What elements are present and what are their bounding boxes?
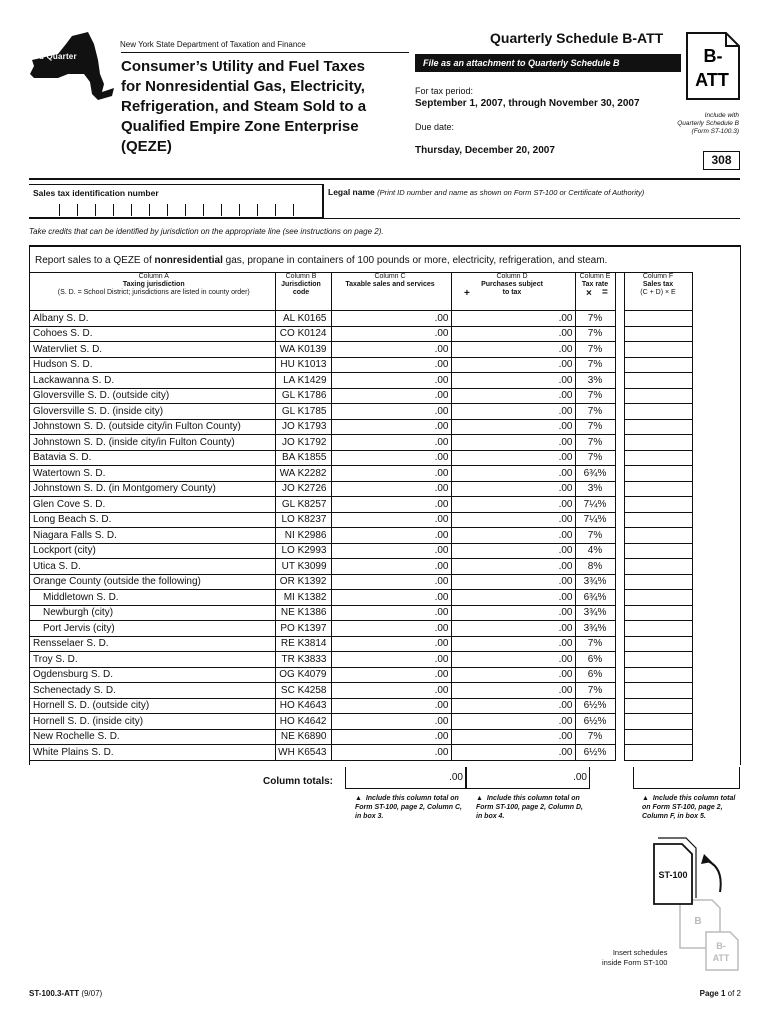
sales-tax-input[interactable] — [624, 667, 692, 683]
tax-rate: 6% — [575, 667, 615, 683]
jurisdiction-code: WA K2282 — [275, 466, 331, 482]
sales-tax-input[interactable] — [624, 729, 692, 745]
table-row — [29, 497, 692, 513]
table-row — [29, 714, 692, 730]
sales-tax-input[interactable] — [624, 512, 692, 528]
taxable-sales-input[interactable]: .00 — [331, 466, 451, 482]
jurisdiction-name: Schenectady S. D. — [29, 683, 275, 699]
taxable-sales-input[interactable]: .00 — [331, 481, 451, 497]
jurisdiction-name: Troy S. D. — [29, 652, 275, 668]
column-gap — [615, 497, 624, 513]
taxable-sales-input[interactable]: .00 — [331, 621, 451, 637]
sales-tax-input[interactable] — [624, 435, 692, 451]
taxable-sales-input[interactable]: .00 — [331, 404, 451, 420]
jurisdiction-name: Watertown S. D. — [29, 466, 275, 482]
column-gap — [615, 621, 624, 637]
column-gap — [615, 326, 624, 342]
tax-rate: 7% — [575, 311, 615, 327]
purchases-input[interactable]: .00 — [451, 512, 575, 528]
jurisdiction-code: SC K4258 — [275, 683, 331, 699]
report-instruction: Report sales to a QEZE of nonresidential gas, propane in containers of 100 pounds or more, electricity, refrigeration, and steam. — [35, 255, 608, 266]
jurisdiction-code: HO K4642 — [275, 714, 331, 730]
jurisdiction-table — [29, 272, 693, 761]
purchases-input[interactable]: .00 — [451, 590, 575, 606]
purchases-input[interactable]: .00 — [451, 466, 575, 482]
jurisdiction-name: Utica S. D. — [29, 559, 275, 575]
sales-tax-input[interactable] — [624, 574, 692, 590]
sales-tax-input[interactable] — [624, 605, 692, 621]
tax-rate: 7¼% — [575, 512, 615, 528]
column-gap — [615, 373, 624, 389]
tax-rate: 7% — [575, 636, 615, 652]
legal-name-hint: (Print ID number and name as shown on Form ST-100 or Certificate of Authority) — [377, 188, 645, 197]
file-as-banner: File as an attachment to Quarterly Schedule B — [415, 54, 681, 72]
table-row — [29, 404, 692, 420]
sales-tax-input[interactable] — [624, 528, 692, 544]
jurisdiction-name: Cohoes S. D. — [29, 326, 275, 342]
purchases-input[interactable]: .00 — [451, 729, 575, 745]
jurisdiction-code: GL K8257 — [275, 497, 331, 513]
sales-tax-input[interactable] — [624, 388, 692, 404]
sales-tax-input[interactable] — [624, 559, 692, 575]
tax-rate: 7% — [575, 528, 615, 544]
column-gap — [615, 667, 624, 683]
sales-tax-input[interactable] — [624, 636, 692, 652]
purchases-input[interactable]: .00 — [451, 683, 575, 699]
table-row — [29, 574, 692, 590]
taxable-sales-input[interactable]: .00 — [331, 745, 451, 761]
tax-rate: 3¾% — [575, 605, 615, 621]
id-bottom-rule — [29, 218, 740, 219]
tax-rate: 6¾% — [575, 466, 615, 482]
table-row — [29, 590, 692, 606]
due-date: Thursday, December 20, 2007 — [415, 145, 555, 156]
jurisdiction-name: Middletown S. D. — [29, 590, 275, 606]
column-gap — [615, 528, 624, 544]
table-right-border — [740, 245, 741, 765]
table-row — [29, 698, 692, 714]
purchases-input[interactable]: .00 — [451, 745, 575, 761]
sales-tax-input[interactable] — [624, 590, 692, 606]
tax-rate: 6½% — [575, 745, 615, 761]
taxable-sales-input[interactable]: .00 — [331, 667, 451, 683]
taxable-sales-input[interactable]: .00 — [331, 605, 451, 621]
table-row — [29, 636, 692, 652]
table-row — [29, 543, 692, 559]
jurisdiction-name: Hornell S. D. (outside city) — [29, 698, 275, 714]
table-row — [29, 621, 692, 637]
column-gap — [615, 450, 624, 466]
column-d-header: Column D Purchases subject to tax — [451, 273, 575, 311]
schedule-title: Quarterly Schedule B-ATT — [490, 30, 664, 46]
times-operator: × — [586, 288, 592, 299]
table-row — [29, 342, 692, 358]
equals-operator: = — [602, 287, 608, 298]
section-rule — [29, 245, 740, 247]
column-gap — [615, 419, 624, 435]
purchases-input[interactable]: .00 — [451, 311, 575, 327]
column-gap — [615, 636, 624, 652]
taxable-sales-input[interactable]: .00 — [331, 497, 451, 513]
jurisdiction-code: OG K4079 — [275, 667, 331, 683]
table-row — [29, 667, 692, 683]
tax-rate: 7% — [575, 388, 615, 404]
purchases-input[interactable]: .00 — [451, 404, 575, 420]
column-gap — [615, 574, 624, 590]
b-att-document-icon — [686, 32, 740, 100]
purchases-input[interactable]: .00 — [451, 574, 575, 590]
table-row — [29, 512, 692, 528]
jurisdiction-code: GL K1786 — [275, 388, 331, 404]
jurisdiction-name: Hornell S. D. (inside city) — [29, 714, 275, 730]
legal-name-field[interactable] — [323, 184, 740, 218]
purchases-input[interactable]: .00 — [451, 714, 575, 730]
column-e-header: Column E Tax rate — [575, 273, 615, 311]
taxable-sales-input[interactable]: .00 — [331, 435, 451, 451]
b-att-doc-line2: ATT — [712, 953, 730, 963]
sales-tax-input[interactable] — [624, 404, 692, 420]
column-gap — [615, 714, 624, 730]
tax-rate: 7% — [575, 450, 615, 466]
plus-operator: + — [464, 288, 470, 299]
column-gap — [615, 481, 624, 497]
jurisdiction-name: Gloversville S. D. (inside city) — [29, 404, 275, 420]
tax-rate: 4% — [575, 543, 615, 559]
jurisdiction-code: RE K3814 — [275, 636, 331, 652]
taxable-sales-input[interactable]: .00 — [331, 311, 451, 327]
purchases-input[interactable]: .00 — [451, 373, 575, 389]
form-title: Consumer’s Utility and Fuel Taxes for Nonresidential Gas, Electricity, Refrigeration, and Steam Sold to a Qualified Empire Zone Enterprise (QEZE) — [121, 58, 367, 155]
sales-tax-input[interactable] — [624, 466, 692, 482]
column-gap — [615, 543, 624, 559]
jurisdiction-name: Johnstown S. D. (in Montgomery County) — [29, 481, 275, 497]
taxable-sales-input[interactable]: .00 — [331, 388, 451, 404]
jurisdiction-code: HO K4643 — [275, 698, 331, 714]
table-row — [29, 466, 692, 482]
tax-rate: 7% — [575, 435, 615, 451]
jurisdiction-code: CO K0124 — [275, 326, 331, 342]
sales-tax-input[interactable] — [624, 311, 692, 327]
jurisdiction-code: MI K1382 — [275, 590, 331, 606]
purchases-input[interactable]: .00 — [451, 559, 575, 575]
taxable-sales-input[interactable]: .00 — [331, 683, 451, 699]
column-gap — [615, 745, 624, 761]
column-a-header: Column A Taxing jurisdiction (S. D. = School District; jurisdictions are listed in county order) — [29, 273, 275, 311]
new-york-state-silhouette-icon — [28, 30, 114, 104]
purchases-input[interactable]: .00 — [451, 528, 575, 544]
table-row — [29, 481, 692, 497]
column-d-total-note: ▲ Include this column total on Form ST-100, page 2, Column D, in box 4. — [476, 795, 583, 820]
jurisdiction-name: Hudson S. D. — [29, 357, 275, 373]
quarter-label: 3rd Quarter — [31, 52, 77, 61]
column-c-total[interactable]: .00 — [345, 767, 466, 789]
column-gap — [615, 466, 624, 482]
jurisdiction-name: White Plains S. D. — [29, 745, 275, 761]
jurisdiction-name: Albany S. D. — [29, 311, 275, 327]
column-c-header: Column C Taxable sales and services — [331, 273, 451, 311]
column-totals-label: Column totals: — [263, 776, 333, 787]
purchases-input[interactable]: .00 — [451, 342, 575, 358]
jurisdiction-name: Long Beach S. D. — [29, 512, 275, 528]
jurisdiction-name: Johnstown S. D. (outside city/in Fulton County) — [29, 419, 275, 435]
taxable-sales-input[interactable]: .00 — [331, 528, 451, 544]
column-gap — [615, 698, 624, 714]
purchases-input[interactable]: .00 — [451, 636, 575, 652]
tax-rate: 6% — [575, 652, 615, 668]
b-doc-label: B — [694, 916, 702, 927]
jurisdiction-code: LO K2993 — [275, 543, 331, 559]
column-gap — [615, 559, 624, 575]
title-rule — [121, 52, 409, 53]
purchases-input[interactable]: .00 — [451, 652, 575, 668]
jurisdiction-code: JO K2726 — [275, 481, 331, 497]
purchases-input[interactable]: .00 — [451, 497, 575, 513]
taxable-sales-input[interactable]: .00 — [331, 590, 451, 606]
taxable-sales-input[interactable]: .00 — [331, 574, 451, 590]
taxable-sales-input[interactable]: .00 — [331, 373, 451, 389]
column-f-total[interactable] — [633, 767, 740, 789]
jurisdiction-name: Port Jervis (city) — [29, 621, 275, 637]
column-gap — [615, 357, 624, 373]
sales-tax-input[interactable] — [624, 714, 692, 730]
column-gap — [615, 404, 624, 420]
taxable-sales-input[interactable]: .00 — [331, 636, 451, 652]
sales-tax-input[interactable] — [624, 481, 692, 497]
tax-rate: 3¾% — [575, 574, 615, 590]
jurisdiction-name: Watervliet S. D. — [29, 342, 275, 358]
jurisdiction-code: NE K1386 — [275, 605, 331, 621]
table-row — [29, 745, 692, 761]
column-gap — [615, 311, 624, 327]
table-row — [29, 357, 692, 373]
sales-tax-id-field[interactable] — [29, 184, 323, 218]
tax-rate: 7% — [575, 404, 615, 420]
sales-tax-input[interactable] — [624, 497, 692, 513]
taxable-sales-input[interactable]: .00 — [331, 714, 451, 730]
jurisdiction-code: JO K1792 — [275, 435, 331, 451]
table-row — [29, 683, 692, 699]
purchases-input[interactable]: .00 — [451, 543, 575, 559]
sales-tax-input[interactable] — [624, 652, 692, 668]
taxable-sales-input[interactable]: .00 — [331, 419, 451, 435]
tax-rate: 7¼% — [575, 497, 615, 513]
sales-tax-input[interactable] — [624, 357, 692, 373]
table-row — [29, 605, 692, 621]
column-b-header: Column B Jurisdiction code — [275, 273, 331, 311]
purchases-input[interactable]: .00 — [451, 481, 575, 497]
column-gap — [615, 652, 624, 668]
jurisdiction-code: OR K1392 — [275, 574, 331, 590]
table-row — [29, 326, 692, 342]
table-row — [29, 311, 692, 327]
sales-tax-input[interactable] — [624, 373, 692, 389]
jurisdiction-name: Rensselaer S. D. — [29, 636, 275, 652]
jurisdiction-code: TR K3833 — [275, 652, 331, 668]
tax-rate: 3% — [575, 481, 615, 497]
jurisdiction-code: BA K1855 — [275, 450, 331, 466]
header-rule — [29, 178, 740, 180]
purchases-input[interactable]: .00 — [451, 667, 575, 683]
jurisdiction-name: New Rochelle S. D. — [29, 729, 275, 745]
purchases-input[interactable]: .00 — [451, 605, 575, 621]
jurisdiction-code: NI K2986 — [275, 528, 331, 544]
purchases-input[interactable]: .00 — [451, 450, 575, 466]
table-row — [29, 419, 692, 435]
taxable-sales-input[interactable]: .00 — [331, 559, 451, 575]
taxable-sales-input[interactable]: .00 — [331, 450, 451, 466]
credits-note: Take credits that can be identified by jurisdiction on the appropriate line (see instructions on page 2). — [29, 227, 384, 236]
jurisdiction-name: Orange County (outside the following) — [29, 574, 275, 590]
tax-rate: 7% — [575, 419, 615, 435]
legal-name-label: Legal name — [328, 187, 375, 197]
table-row — [29, 450, 692, 466]
purchases-input[interactable]: .00 — [451, 621, 575, 637]
column-gap — [615, 435, 624, 451]
purchases-input[interactable]: .00 — [451, 388, 575, 404]
column-gap — [615, 512, 624, 528]
jurisdiction-name: Lackawanna S. D. — [29, 373, 275, 389]
department-name: New York State Department of Taxation and Finance — [120, 40, 306, 49]
taxable-sales-input[interactable]: .00 — [331, 543, 451, 559]
jurisdiction-name: Glen Cove S. D. — [29, 497, 275, 513]
tax-rate: 7% — [575, 729, 615, 745]
jurisdiction-code: UT K3099 — [275, 559, 331, 575]
jurisdiction-name: Newburgh (city) — [29, 605, 275, 621]
sales-tax-input[interactable] — [624, 698, 692, 714]
taxable-sales-input[interactable]: .00 — [331, 342, 451, 358]
sales-tax-input[interactable] — [624, 745, 692, 761]
purchases-input[interactable]: .00 — [451, 419, 575, 435]
taxable-sales-input[interactable]: .00 — [331, 698, 451, 714]
tax-rate: 7% — [575, 342, 615, 358]
taxable-sales-input[interactable]: .00 — [331, 729, 451, 745]
jurisdiction-code: WH K6543 — [275, 745, 331, 761]
jurisdiction-code: LA K1429 — [275, 373, 331, 389]
form-id-footer: ST-100.3-ATT (9/07) — [29, 989, 103, 998]
tax-rate: 3% — [575, 373, 615, 389]
column-gap — [615, 590, 624, 606]
badge-line1: B- — [703, 46, 723, 66]
purchases-input[interactable]: .00 — [451, 698, 575, 714]
tax-rate: 7% — [575, 683, 615, 699]
sales-tax-input[interactable] — [624, 450, 692, 466]
column-f-total-note: ▲ Include this column total on Form ST-100, page 2, Column F, in box 5. — [642, 795, 736, 820]
purchases-input[interactable]: .00 — [451, 357, 575, 373]
column-gap — [615, 388, 624, 404]
taxable-sales-input[interactable]: .00 — [331, 512, 451, 528]
sales-tax-input[interactable] — [624, 683, 692, 699]
tax-period-label: For tax period: — [415, 86, 474, 96]
sales-tax-id-label: Sales tax identification number — [33, 188, 159, 198]
purchases-input[interactable]: .00 — [451, 435, 575, 451]
table-row — [29, 559, 692, 575]
tax-rate: 7% — [575, 357, 615, 373]
tax-rate: 6½% — [575, 714, 615, 730]
form-code: 308 — [703, 151, 740, 170]
jurisdiction-code: GL K1785 — [275, 404, 331, 420]
insert-schedules-note: Insert schedules inside Form ST-100 — [602, 948, 668, 967]
jurisdiction-name: Ogdensburg S. D. — [29, 667, 275, 683]
jurisdiction-name: Batavia S. D. — [29, 450, 275, 466]
tax-rate: 7% — [575, 326, 615, 342]
purchases-input[interactable]: .00 — [451, 326, 575, 342]
column-gap — [615, 342, 624, 358]
jurisdiction-name: Niagara Falls S. D. — [29, 528, 275, 544]
column-gap — [615, 729, 624, 745]
tax-rate: 3¾% — [575, 621, 615, 637]
sales-tax-input[interactable] — [624, 326, 692, 342]
table-row — [29, 435, 692, 451]
tax-rate: 6¾% — [575, 590, 615, 606]
jurisdiction-code: WA K0139 — [275, 342, 331, 358]
st100-doc-label: ST-100 — [658, 870, 688, 880]
sales-tax-input[interactable] — [624, 342, 692, 358]
jurisdiction-name: Lockport (city) — [29, 543, 275, 559]
table-row — [29, 652, 692, 668]
table-row — [29, 528, 692, 544]
taxable-sales-input[interactable]: .00 — [331, 652, 451, 668]
b-att-doc-line1: B- — [716, 941, 726, 951]
page-number: Page 1 of 2 — [699, 989, 741, 998]
jurisdiction-rows — [29, 311, 692, 761]
jurisdiction-code: HU K1013 — [275, 357, 331, 373]
jurisdiction-code: PO K1397 — [275, 621, 331, 637]
tax-rate: 8% — [575, 559, 615, 575]
column-c-total-note: ▲ Include this column total on Form ST-100, page 2, Column C, in box 3. — [355, 795, 462, 820]
jurisdiction-code: AL K0165 — [275, 311, 331, 327]
column-gap — [615, 605, 624, 621]
jurisdiction-name: Johnstown S. D. (inside city/in Fulton County) — [29, 435, 275, 451]
sales-tax-input[interactable] — [624, 621, 692, 637]
sales-tax-input[interactable] — [624, 543, 692, 559]
badge-line2: ATT — [695, 70, 729, 90]
jurisdiction-code: LO K8237 — [275, 512, 331, 528]
include-with-note: Include with Quarterly Schedule B (Form ST-100.3) — [677, 112, 739, 135]
table-row — [29, 373, 692, 389]
column-f-header: Column F Sales tax (C + D) × E — [624, 273, 692, 311]
jurisdiction-name: Gloversville S. D. (outside city) — [29, 388, 275, 404]
sales-tax-input[interactable] — [624, 419, 692, 435]
taxable-sales-input[interactable]: .00 — [331, 326, 451, 342]
table-row — [29, 388, 692, 404]
taxable-sales-input[interactable]: .00 — [331, 357, 451, 373]
jurisdiction-code: JO K1793 — [275, 419, 331, 435]
jurisdiction-code: NE K6890 — [275, 729, 331, 745]
column-gap — [615, 683, 624, 699]
table-row — [29, 729, 692, 745]
tax-rate: 6½% — [575, 698, 615, 714]
tax-period: September 1, 2007, through November 30, 2007 — [415, 98, 640, 109]
due-date-label: Due date: — [415, 122, 455, 132]
column-d-total[interactable]: .00 — [466, 767, 590, 789]
